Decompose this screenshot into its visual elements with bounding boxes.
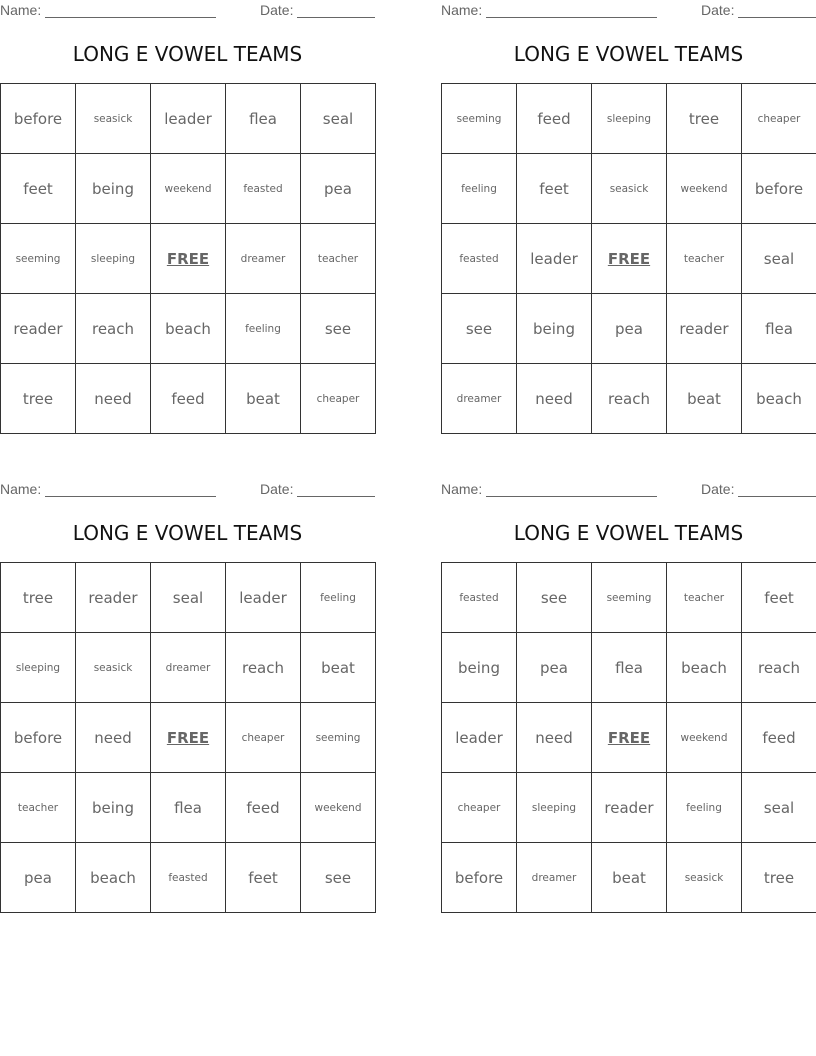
grid-cell: need — [517, 364, 592, 434]
bingo-card-2 — [441, 0, 816, 408]
grid-row — [1, 633, 376, 703]
name-field[interactable] — [441, 2, 657, 18]
date-field[interactable] — [260, 481, 375, 497]
name-field[interactable] — [441, 481, 657, 497]
grid-cell: beat — [301, 633, 376, 703]
grid-cell: see — [301, 294, 376, 364]
grid-cell: beat — [667, 364, 742, 434]
grid-cell: pea — [592, 294, 667, 364]
grid-cell: feasted — [151, 843, 226, 913]
grid-cell: reader — [592, 773, 667, 843]
grid-row — [1, 703, 376, 773]
grid-cell: sleeping — [592, 84, 667, 154]
grid-cell: beat — [592, 843, 667, 913]
grid-cell: seasick — [667, 843, 742, 913]
grid-cell: sleeping — [76, 224, 151, 294]
card-title: LONG E VOWEL TEAMS — [72, 42, 303, 66]
card-title: LONG E VOWEL TEAMS — [513, 42, 744, 66]
grid-cell: leader — [517, 224, 592, 294]
grid-cell: being — [76, 154, 151, 224]
grid-row — [442, 563, 816, 633]
grid-row — [1, 843, 376, 913]
grid-row — [1, 563, 376, 633]
grid-cell: beach — [76, 843, 151, 913]
date-field[interactable] — [701, 481, 816, 497]
grid-cell: cheaper — [742, 84, 816, 154]
grid-cell: tree — [667, 84, 742, 154]
grid-row — [1, 294, 376, 364]
grid-cell: dreamer — [226, 224, 301, 294]
name-date-bar — [441, 0, 816, 20]
grid-cell: reach — [76, 294, 151, 364]
grid-cell: beat — [226, 364, 301, 434]
grid-cell: flea — [226, 84, 301, 154]
date-line — [297, 3, 375, 18]
bingo-card-1 — [0, 0, 375, 408]
grid-cell: see — [301, 843, 376, 913]
grid-cell: tree — [742, 843, 816, 913]
grid-cell: before — [1, 703, 76, 773]
grid-cell: feet — [517, 154, 592, 224]
grid-row — [442, 843, 816, 913]
bingo-grid — [0, 83, 376, 434]
grid-row — [442, 773, 816, 843]
date-line — [738, 482, 816, 497]
grid-cell: cheaper — [226, 703, 301, 773]
bingo-grid — [441, 83, 816, 434]
grid-cell: flea — [592, 633, 667, 703]
name-line — [45, 3, 216, 18]
grid-cell: flea — [151, 773, 226, 843]
grid-cell: reach — [742, 633, 816, 703]
free-space: FREE — [151, 224, 226, 294]
grid-cell: being — [76, 773, 151, 843]
bingo-card-3 — [0, 479, 375, 887]
grid-cell: being — [517, 294, 592, 364]
grid-cell: seasick — [76, 633, 151, 703]
date-field[interactable] — [701, 2, 816, 18]
grid-cell: feed — [742, 703, 816, 773]
grid-cell: weekend — [667, 154, 742, 224]
grid-cell: being — [442, 633, 517, 703]
grid-cell: weekend — [151, 154, 226, 224]
name-line — [486, 482, 657, 497]
bingo-grid — [0, 562, 376, 913]
grid-cell: seeming — [1, 224, 76, 294]
grid-cell: reader — [1, 294, 76, 364]
name-date-bar — [0, 479, 375, 499]
name-label: Name: — [0, 2, 42, 18]
grid-cell: teacher — [301, 224, 376, 294]
grid-cell: beach — [667, 633, 742, 703]
grid-cell: see — [442, 294, 517, 364]
grid-cell: pea — [517, 633, 592, 703]
date-line — [297, 482, 375, 497]
grid-cell: flea — [742, 294, 816, 364]
grid-cell: feasted — [442, 563, 517, 633]
grid-cell: dreamer — [442, 364, 517, 434]
grid-cell: seasick — [592, 154, 667, 224]
grid-cell: teacher — [1, 773, 76, 843]
grid-cell: feet — [226, 843, 301, 913]
free-space: FREE — [151, 703, 226, 773]
name-field[interactable] — [0, 481, 216, 497]
grid-cell: need — [76, 703, 151, 773]
grid-row — [442, 364, 816, 434]
grid-row — [442, 633, 816, 703]
grid-cell: seal — [742, 773, 816, 843]
grid-cell: need — [517, 703, 592, 773]
name-line — [486, 3, 657, 18]
grid-cell: dreamer — [151, 633, 226, 703]
grid-cell: sleeping — [1, 633, 76, 703]
grid-cell: seeming — [301, 703, 376, 773]
name-line — [45, 482, 216, 497]
free-space: FREE — [592, 703, 667, 773]
grid-row — [442, 703, 816, 773]
date-line — [738, 3, 816, 18]
grid-cell: weekend — [301, 773, 376, 843]
grid-cell: teacher — [667, 563, 742, 633]
grid-cell: teacher — [667, 224, 742, 294]
grid-cell: reader — [76, 563, 151, 633]
grid-row — [1, 773, 376, 843]
grid-cell: feasted — [442, 224, 517, 294]
grid-row — [442, 84, 816, 154]
grid-cell: seeming — [442, 84, 517, 154]
grid-cell: reader — [667, 294, 742, 364]
grid-cell: feed — [151, 364, 226, 434]
grid-cell: before — [1, 84, 76, 154]
grid-row — [1, 224, 376, 294]
grid-cell: before — [442, 843, 517, 913]
grid-cell: before — [742, 154, 816, 224]
date-field[interactable] — [260, 2, 375, 18]
grid-cell: feeling — [442, 154, 517, 224]
grid-cell: leader — [442, 703, 517, 773]
name-label: Name: — [441, 481, 483, 497]
grid-cell: tree — [1, 364, 76, 434]
grid-cell: reach — [226, 633, 301, 703]
name-label: Name: — [441, 2, 483, 18]
bingo-grid — [441, 562, 816, 913]
name-label: Name: — [0, 481, 42, 497]
grid-cell: cheaper — [442, 773, 517, 843]
grid-cell: reach — [592, 364, 667, 434]
bingo-card-4 — [441, 479, 816, 887]
grid-cell: tree — [1, 563, 76, 633]
grid-cell: beach — [151, 294, 226, 364]
grid-cell: feeling — [226, 294, 301, 364]
grid-row — [1, 364, 376, 434]
grid-cell: feed — [517, 84, 592, 154]
date-label: Date: — [260, 481, 294, 497]
card-title: LONG E VOWEL TEAMS — [72, 521, 303, 545]
card-title: LONG E VOWEL TEAMS — [513, 521, 744, 545]
grid-cell: dreamer — [517, 843, 592, 913]
grid-cell: seeming — [592, 563, 667, 633]
grid-cell: weekend — [667, 703, 742, 773]
grid-row — [442, 294, 816, 364]
grid-cell: see — [517, 563, 592, 633]
grid-row — [442, 224, 816, 294]
free-space: FREE — [592, 224, 667, 294]
name-date-bar — [0, 0, 375, 20]
grid-cell: sleeping — [517, 773, 592, 843]
grid-cell: feeling — [667, 773, 742, 843]
grid-cell: pea — [301, 154, 376, 224]
name-field[interactable] — [0, 2, 216, 18]
name-date-bar — [441, 479, 816, 499]
grid-row — [1, 154, 376, 224]
grid-cell: pea — [1, 843, 76, 913]
grid-cell: leader — [226, 563, 301, 633]
grid-cell: cheaper — [301, 364, 376, 434]
grid-cell: need — [76, 364, 151, 434]
grid-row — [1, 84, 376, 154]
grid-cell: seal — [742, 224, 816, 294]
grid-cell: feeling — [301, 563, 376, 633]
date-label: Date: — [701, 481, 735, 497]
grid-cell: leader — [151, 84, 226, 154]
grid-cell: seal — [151, 563, 226, 633]
grid-row — [442, 154, 816, 224]
grid-cell: feed — [226, 773, 301, 843]
grid-cell: seasick — [76, 84, 151, 154]
grid-cell: feet — [1, 154, 76, 224]
grid-cell: beach — [742, 364, 816, 434]
grid-cell: feet — [742, 563, 816, 633]
date-label: Date: — [701, 2, 735, 18]
grid-cell: seal — [301, 84, 376, 154]
date-label: Date: — [260, 2, 294, 18]
grid-cell: feasted — [226, 154, 301, 224]
